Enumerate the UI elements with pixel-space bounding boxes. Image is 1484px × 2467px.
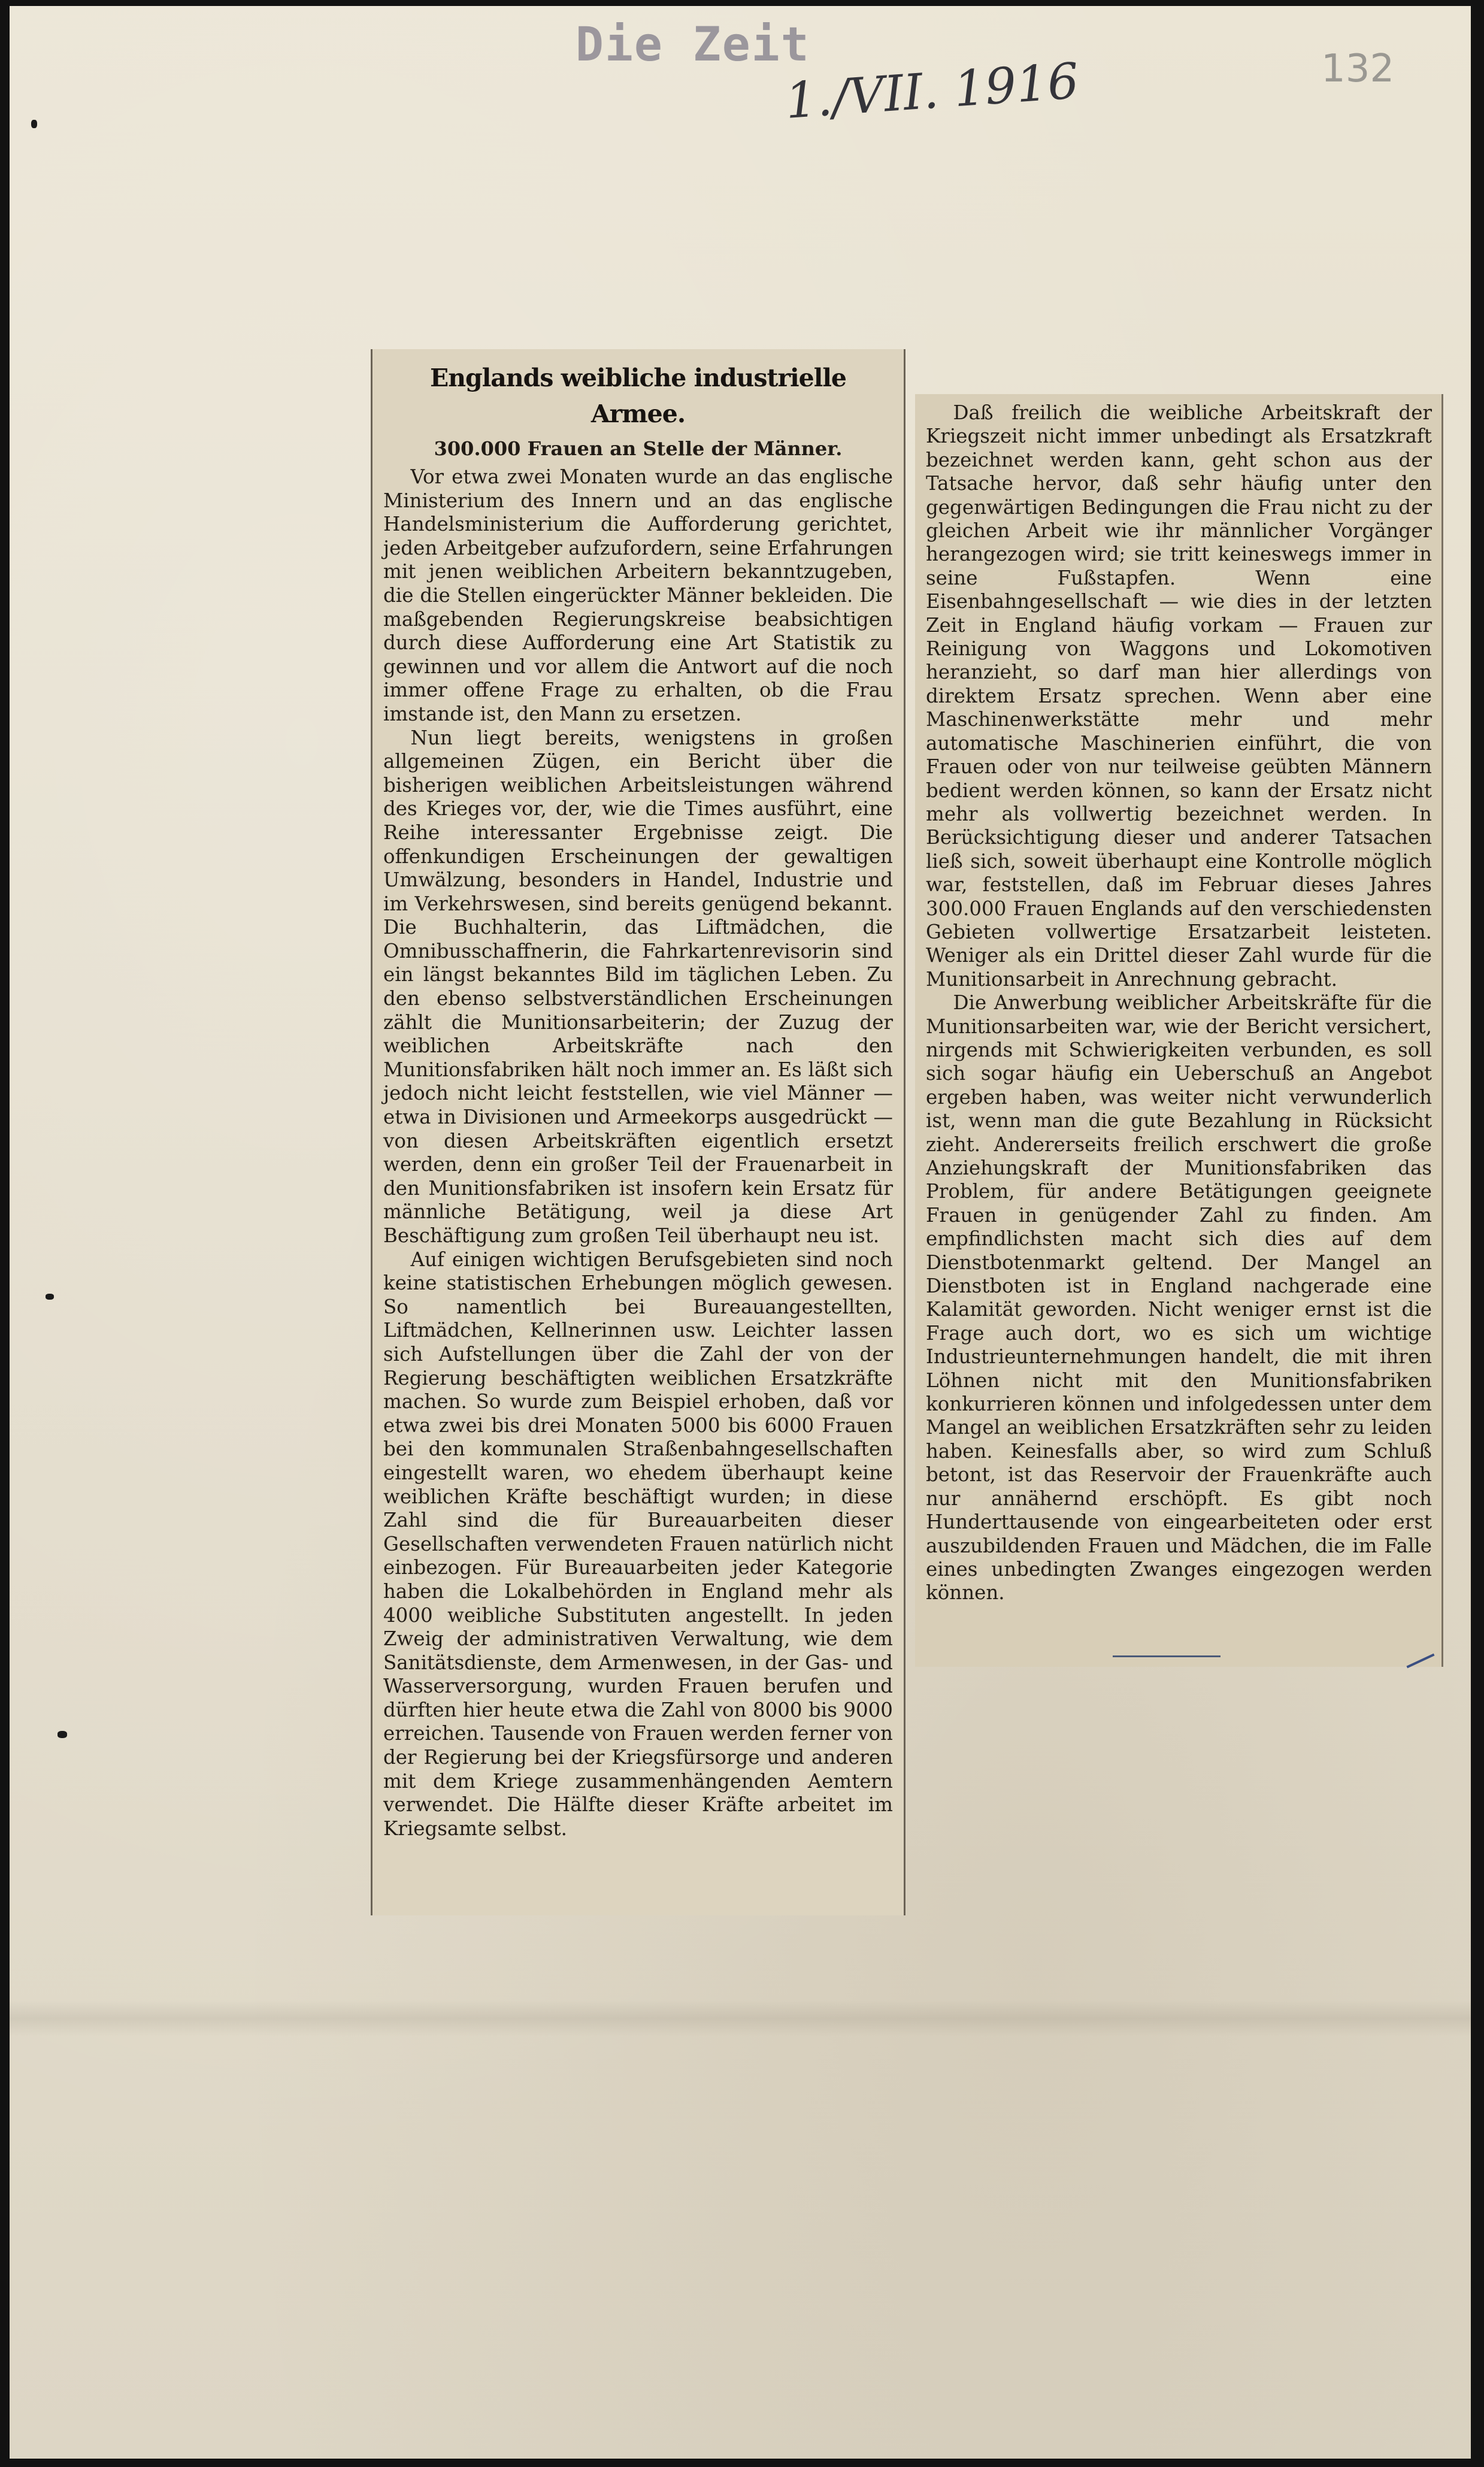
article-paragraph: Nun liegt bereits, wenigstens in großen allgemeinen Zügen, ein Bericht über die bisherigen weiblichen Arbeitsleistungen während des Krieges vor, der, wie die Times ausführt, eine Reihe interessanter Ergebnisse zeigt. Die offenkundigen Erscheinungen der gewaltigen Umwälzung, besonders in Handel, Industrie und im Verkehrswesen, sind bereits genügend bekannt. Die Buchhalterin, das Liftmädchen, die Omnibusschaffnerin, die Fahrkartenrevisorin sind ein längst bekanntes Bild im täglichen Leben. Zu den ebenso selbstverständlichen Erscheinungen zählt die Munitionsarbeiterin; der Zuzug der weiblichen Arbeitskräfte nach den Munitionsfabriken hält noch immer an. Es läßt sich jedoch nicht leicht feststellen, wie viel Männer — etwa in Divisionen und Armeekorps ausgedrückt — von diesen Arbeitskräften eigentlich ersetzt werden, denn ein großer Teil der Frauenarbeit in den Munitionsfabriken ist insofern kein Ersatz für männliche Betätigung, weil ja diese Art Beschäftigung zum großen Teil überhaupt neu ist.: [383, 726, 893, 1247]
newspaper-stamp: Die Zeit: [576, 18, 810, 72]
clipping-column-right: [915, 394, 1443, 1667]
page-number: 132: [1321, 47, 1395, 91]
pen-mark: [1406, 1654, 1434, 1669]
paper-fold-shadow: [10, 2000, 1471, 2036]
article-paragraph: Auf einigen wichtigen Berufsgebieten sind noch keine statistischen Erhebungen möglich gewesen. So namentlich bei Bureauangestellten, Liftmädchen, Kellnerinnen usw. Leichter lassen sich Aufstellungen über die Zahl der von der Regierung beschäftigten weiblichen Ersatzkräfte machen. So wurde zum Beispiel erhoben, daß vor etwa zwei bis drei Monaten 5000 bis 6000 Frauen bei den kommunalen Straßenbahngesellschaften eingestellt waren, wo ehedem überhaupt keine weiblichen Kräfte beschäftigt wurden; in diese Zahl sind die für Bureauarbeiten dieser Gesellschaften verwendeten Frauen natürlich nicht einbezogen. Für Bureauarbeiten jeder Kategorie haben die Lokalbehörden in England mehr als 4000 weibliche Substituten angestellt. In jeden Zweig der administrativen Verwaltung, wie dem Sanitätsdienste, dem Armenwesen, in der Gas- und Wasserversorgung, wurden Frauen berufen und dürften hier heute etwa die Zahl von 8000 bis 9000 erreichen. Tausende von Frauen werden ferner von der Regierung bei der Kriegsfürsorge und anderen mit dem Kriege zusammenhängenden Aemtern verwendet. Die Hälfte dieser Kräfte arbeitet im Kriegsamte selbst.: [383, 1248, 893, 1840]
article-paragraph: Die Anwerbung weiblicher Arbeitskräfte für die Munitionsarbeiten war, wie der Bericht versichert, nirgends mit Schwierigkeiten verbunden, es soll sich sogar häufig ein Ueberschuß an Angebot ergeben haben, was weiter nicht verwunderlich ist, wenn man die gute Bezahlung in Rücksicht zieht. Andererseits freilich erschwert die große Anziehungskraft der Munitionsfabriken das Problem, für andere Betätigungen geeignete Frauen in genügender Zahl zu finden. Am empfindlichsten macht sich dies auf dem Dienstbotenmarkt geltend. Der Mangel an Dienstboten ist in England nachgerade eine Kalamität geworden. Nicht weniger ernst ist die Frage auch dort, wo es sich um wichtige Industrieunternehmungen handelt, die mit ihren Löhnen nicht mit den Munitionsfabriken konkurrieren können und infolgedessen unter dem Mangel an weiblichen Ersatzkräften sehr zu leiden haben. Keinesfalls aber, so wird zum Schluß betont, ist das Reservoir der Frauenkräfte auch nur annähernd erschöpft. Es gibt noch Hunderttausende von eingearbeiteten oder erst auszubildenden Frauen und Mädchen, die im Falle eines unbedingten Zwanges eingezogen werden können.: [926, 991, 1432, 1605]
handwritten-date: 1./VII. 1916: [783, 53, 1081, 130]
article-subheadline: 300.000 Frauen an Stelle der Männer.: [434, 437, 843, 460]
margin-speck: [46, 1294, 54, 1300]
article-paragraph: Vor etwa zwei Monaten wurde an das englische Ministerium des Innern und an das englische Handelsministerium die Aufforderung gerichtet, jeden Arbeitgeber aufzufordern, seine Erfahrungen mit jenen weiblichen Arbeitern bekanntzugeben, die die Stellen eingerückter Männer bekleiden. Die maßgebenden Regierungskreise beabsichtigen durch diese Aufforderung eine Art Statistik zu gewinnen und vor allem die Antwort auf die noch immer offene Frage zu erhalten, ob die Frau imstande ist, den Mann zu ersetzen.: [383, 465, 893, 725]
margin-speck: [57, 1731, 67, 1738]
archive-page: [10, 6, 1471, 2459]
article-end-rule: [1113, 1655, 1220, 1657]
margin-speck: [31, 120, 37, 128]
article-headline: Englands weibliche industrielle Armee.: [430, 364, 846, 428]
clipping-column-left: [371, 349, 905, 1915]
article-paragraph: Daß freilich die weibliche Arbeitskraft der Kriegszeit nicht immer unbedingt als Ersatzkraft bezeichnet werden kann, geht schon aus der Tatsache hervor, daß sehr häufig unter den gegenwärtigen Bedingungen die Frau nicht zu der gleichen Arbeit wie ihr männlicher Vorgänger herangezogen wird; sie tritt keineswegs immer in seine Fußstapfen. Wenn eine Eisenbahngesellschaft — wie dies in der letzten Zeit in England häufig vorkam — Frauen zur Reinigung von Waggons und Lokomotiven heranzieht, so darf man hier allerdings von direktem Ersatz sprechen. Wenn aber eine Maschinenwerkstätte mehr und mehr automatische Maschinerien einführt, die von Frauen oder von nur teilweise geübten Männern bedient werden können, so kann der Ersatz nicht mehr als vollwertig bezeichnet werden. In Berücksichtigung dieser und anderer Tatsachen ließ sich, soweit überhaupt eine Kontrolle möglich war, feststellen, daß im Februar dieses Jahres 300.000 Frauen Englands auf den verschiedensten Gebieten vollwertige Ersatzarbeit leisteten. Weniger als ein Drittel dieser Zahl wurde für die Munitionsarbeit in Anrechnung gebracht.: [926, 401, 1432, 991]
